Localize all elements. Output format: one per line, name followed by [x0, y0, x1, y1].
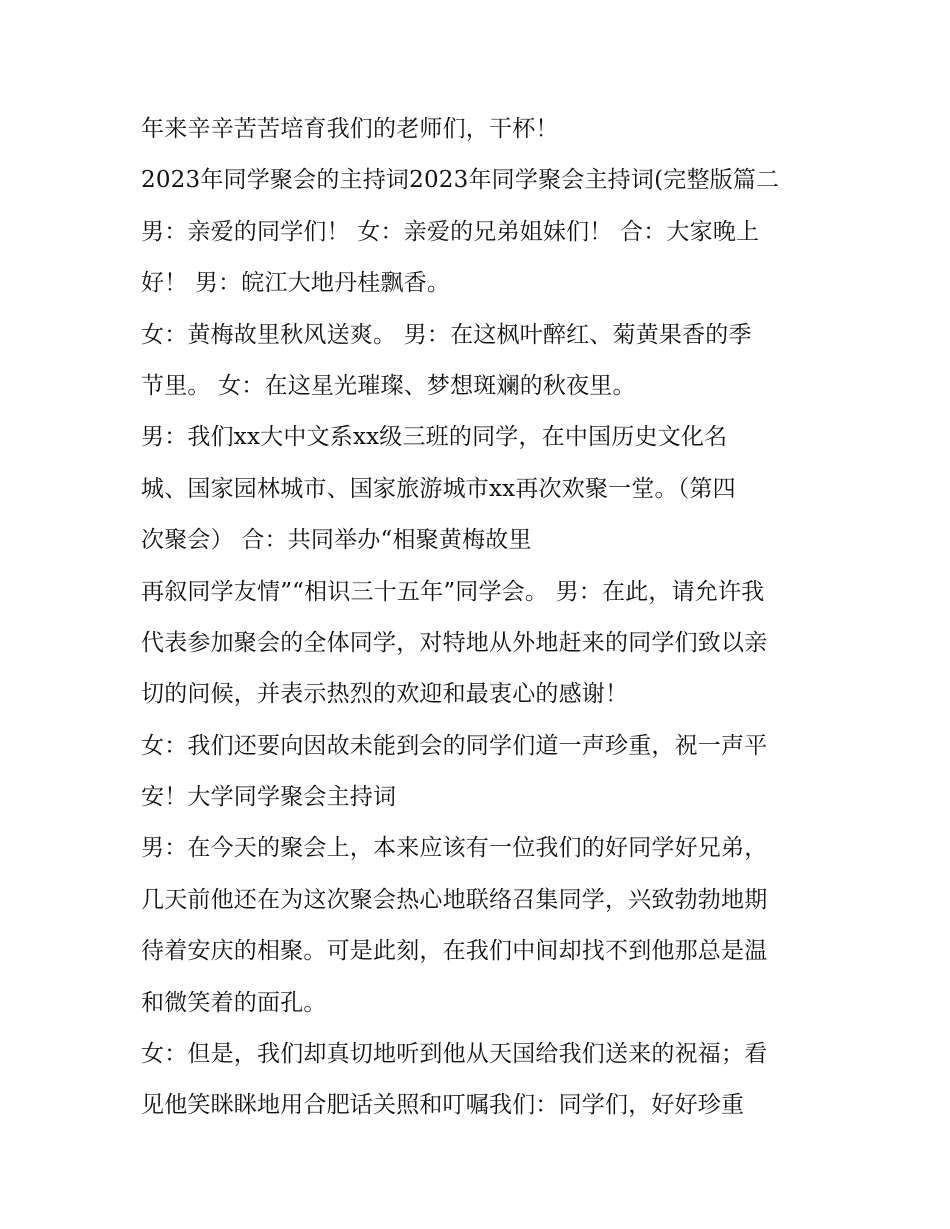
- text-line: 待着安庆的相聚。可是此刻，在我们中间却找不到他那总是温: [141, 938, 768, 965]
- text-line: 安！大学同学聚会主持词: [141, 784, 397, 811]
- text-line: 年来辛辛苦苦培育我们的老师们，干杯！: [141, 116, 559, 142]
- text-line: 女：黄梅故里秋风送爽。 男：在这枫叶醉红、菊黄果香的季: [141, 321, 752, 348]
- text-line: 见他笑眯眯地用合肥话关照和叮嘱我们：同学们，好好珍重: [141, 1092, 745, 1119]
- text-line: 男：亲爱的同学们！ 女：亲爱的兄弟姐妹们！ 合：大家晚上: [141, 218, 760, 245]
- body-text: [141, 104, 831, 1132]
- text-line: 代表参加聚会的全体同学，对特地从外地赶来的同学们致以亲: [141, 629, 768, 656]
- text-line: 2023年同学聚会的主持词2023年同学聚会主持词(完整版篇二: [141, 167, 780, 194]
- text-line: 节里。 女：在这星光璀璨、梦想斑斓的秋夜里。: [141, 372, 636, 399]
- text-line: 城、国家园林城市、国家旅游城市xx再次欢聚一堂。（第四: [141, 475, 736, 502]
- text-line: 次聚会） 合：共同举办“相聚黄梅故里: [141, 527, 532, 554]
- text-line: 好！ 男：皖江大地丹桂飘香。: [141, 270, 451, 297]
- text-line: 再叙同学友情”“相识三十五年”同学会。 男：在此，请允许我: [141, 578, 765, 605]
- text-line: 女：但是，我们却真切地听到他从天国给我们送来的祝福；看: [141, 1041, 768, 1068]
- text-line: 男：我们xx大中文系xx级三班的同学，在中国历史文化名: [141, 424, 728, 451]
- text-line: 女：我们还要向因故未能到会的同学们道一声珍重，祝一声平: [141, 732, 768, 759]
- text-line: 男：在今天的聚会上，本来应该有一位我们的好同学好兄弟，: [141, 835, 768, 862]
- text-line: 几天前他还在为这次聚会热心地联络召集同学，兴致勃勃地期: [141, 886, 768, 913]
- text-line: 和微笑着的面孔。: [141, 989, 327, 1016]
- text-line: 切的问候，并表示热烈的欢迎和最衷心的感谢！: [141, 681, 629, 708]
